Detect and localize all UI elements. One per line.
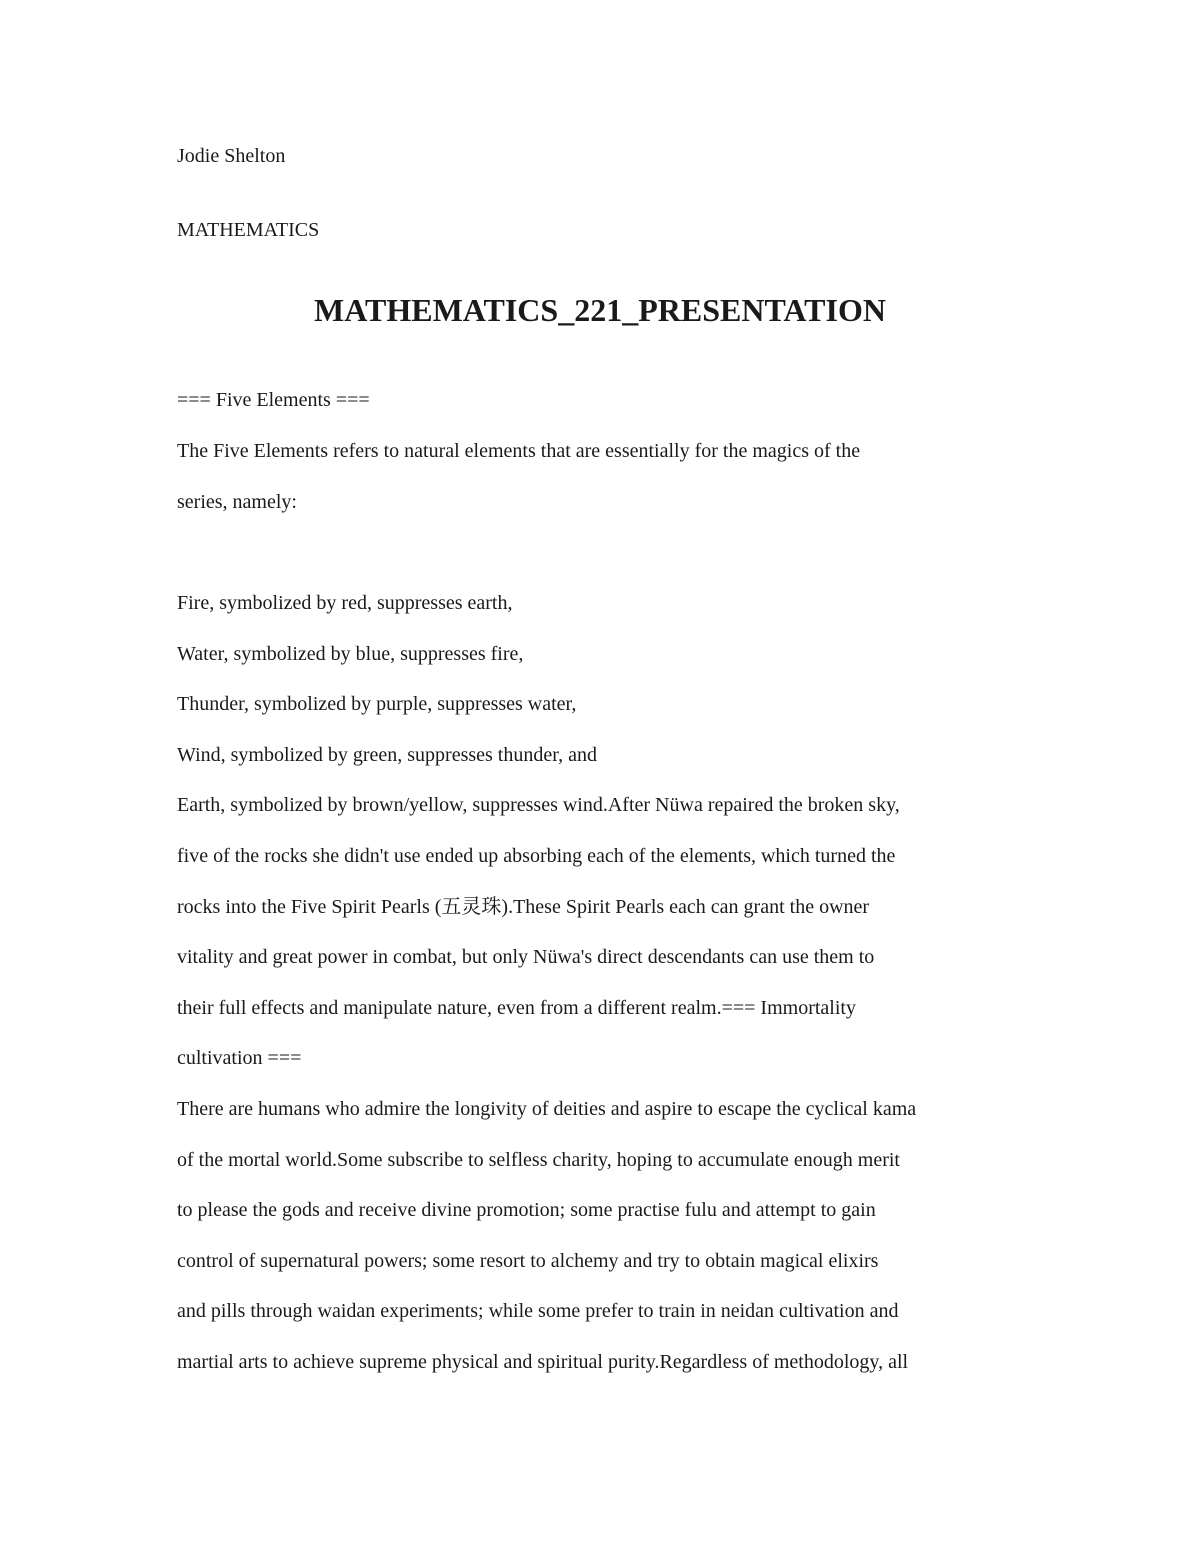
list-line: Wind, symbolized by green, suppresses thunder, and: [177, 744, 597, 766]
list-line: Fire, symbolized by red, suppresses earth,: [177, 592, 513, 614]
document-title: MATHEMATICS_221_PRESENTATION: [314, 292, 886, 328]
author-name: Jodie Shelton: [177, 145, 286, 167]
section-heading: === Five Elements ===: [177, 389, 370, 411]
paragraph-line: rocks into the Five Spirit Pearls (五灵珠).These Spirit Pearls each can grant the owner: [177, 896, 870, 918]
paragraph-line: their full effects and manipulate nature, even from a different realm.=== Immortality: [177, 997, 856, 1019]
paragraph-line: martial arts to achieve supreme physical and spiritual purity.Regardless of methodology, all: [177, 1351, 909, 1373]
paragraph-line: The Five Elements refers to natural elements that are essentially for the magics of the: [177, 440, 861, 462]
paragraph-line: of the mortal world.Some subscribe to selfless charity, hoping to accumulate enough merit: [177, 1149, 900, 1171]
paragraph-line: There are humans who admire the longivity of deities and aspire to escape the cyclical kama: [177, 1098, 917, 1120]
list-line: Water, symbolized by blue, suppresses fire,: [177, 643, 524, 665]
paragraph-line: cultivation ===: [177, 1047, 302, 1069]
subject-label: MATHEMATICS: [177, 219, 320, 241]
paragraph-line: to please the gods and receive divine promotion; some practise fulu and attempt to gain: [177, 1199, 876, 1221]
paragraph-line: control of supernatural powers; some resort to alchemy and try to obtain magical elixirs: [177, 1250, 879, 1272]
paragraph-line: vitality and great power in combat, but only Nüwa's direct descendants can use them to: [177, 946, 875, 968]
paragraph-line: and pills through waidan experiments; while some prefer to train in neidan cultivation and: [177, 1300, 899, 1322]
list-line: Thunder, symbolized by purple, suppresses water,: [177, 693, 577, 715]
paragraph-line: five of the rocks she didn't use ended up absorbing each of the elements, which turned the: [177, 845, 896, 867]
paragraph-line: series, namely:: [177, 491, 297, 513]
paragraph-line: Earth, symbolized by brown/yellow, suppresses wind.After Nüwa repaired the broken sky,: [177, 794, 900, 816]
